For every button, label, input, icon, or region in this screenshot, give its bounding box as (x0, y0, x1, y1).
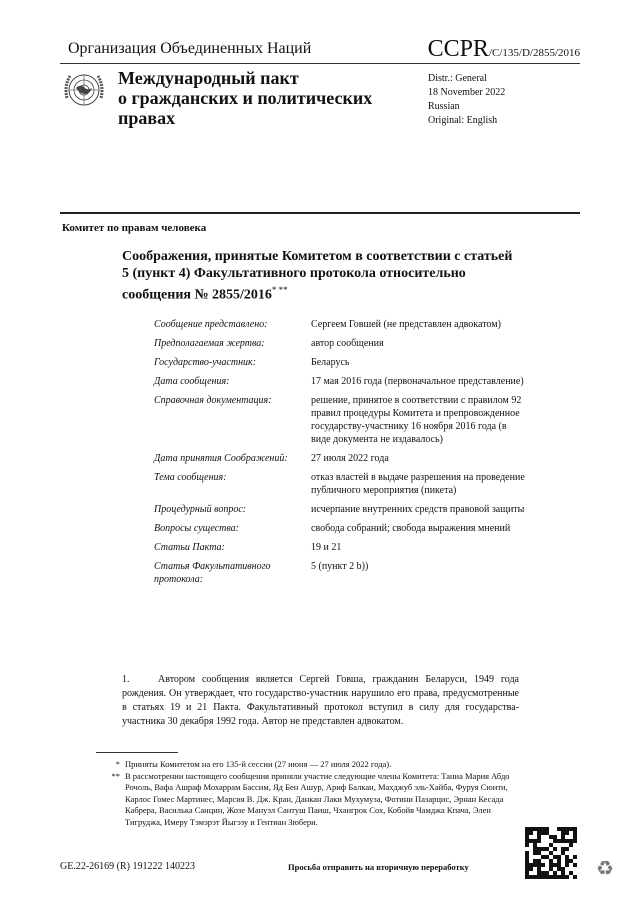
metadata-row (154, 375, 534, 388)
metadata-label: Тема сообщения: (154, 472, 227, 483)
paragraph-1 (122, 673, 519, 729)
metadata-value: 5 (пункт 2 b)) (311, 561, 369, 572)
metadata-label: Государство-участник: (154, 357, 257, 368)
metadata-value: 17 мая 2016 года (первоначальное представление) (311, 376, 524, 387)
section-heading (122, 248, 522, 304)
distr-date: 18 November 2022 (428, 87, 506, 98)
title-line: правах (118, 108, 176, 128)
footnote (100, 771, 520, 829)
metadata-label: Статьи Пакта: (154, 542, 225, 553)
distr-line: Distr.: General (428, 73, 487, 84)
distr-original: Original: English (428, 115, 498, 126)
footnotes (100, 759, 520, 828)
footnote (100, 759, 520, 771)
metadata-label: Предполагаемая жертва: (154, 338, 265, 349)
paragraph-text: Автором сообщения является Сергей Говша, гражданин Беларуси, 1949 года рождения. Он утверждает, что государство-участник нарушило его права, предусмотренные в статьях 19 и 21 Пакта. Факультативный протокол вступил в силу для государства-участника 30 декабря 1992 года. Автор не представлен адвокатом. (122, 674, 519, 727)
case-metadata-table (154, 318, 534, 592)
qr-code-icon (525, 827, 577, 879)
metadata-label: Дата принятия Соображений: (154, 453, 288, 464)
footnote-text: В рассмотрении настоящего сообщения приняли участие следующие члены Комитета: Таниа Мария Абдо Рочоль, Вафа Ашраф Мохаррам Бассим, Яд Бен Ашур, Ариф Балкан, Махджуб эль-Хайба, Фуруя Сюити, Карлос Гомес Мартинес, Марсия В. Дж. Кран, Данкан Лаки Мухумуза, Фотини Пазарцис, Эрнан Кесада Кабрера, Василька Санцин, Жозе Мануэл Сантуш Паиш, Чхангрок Сох, Кобойя Чамджа Кпача, Элен Тигруджа, Имеру Тэмэрэт Йыгэзу и Гентиан Зюбери. (125, 770, 510, 827)
footnote-text: Приняты Комитетом на его 135-й сессии (27 июня — 27 июля 2022 года). (125, 759, 392, 769)
un-emblem-icon (62, 68, 106, 112)
metadata-row (154, 522, 534, 535)
thick-rule (60, 212, 580, 214)
footnote-mark: ** (111, 770, 120, 781)
metadata-row (154, 471, 534, 497)
metadata-label: Вопросы существа: (154, 523, 239, 534)
metadata-value: свобода собраний; свобода выражения мнений (311, 523, 511, 534)
metadata-value: 19 и 21 (311, 542, 342, 553)
organization-name: Организация Объединенных Наций (68, 40, 312, 57)
metadata-label: Статья Факультативного протокола: (154, 561, 271, 585)
metadata-value: исчерпание внутренних средств правовой защиты (311, 504, 525, 515)
document-symbol (428, 36, 580, 63)
metadata-value: Беларусь (311, 357, 350, 368)
metadata-row (154, 318, 534, 331)
metadata-row (154, 541, 534, 554)
metadata-label: Справочная документация: (154, 395, 272, 406)
title-line: о гражданских и политических (118, 88, 373, 108)
metadata-value: отказ властей в выдаче разрешения на проведение публичного мероприятия (пикета) (311, 472, 525, 496)
title-line: Международный пакт (118, 68, 299, 88)
metadata-value: автор сообщения (311, 338, 384, 349)
document-title (118, 68, 372, 128)
distr-language: Russian (428, 101, 460, 112)
metadata-row (154, 452, 534, 465)
metadata-label: Процедурный вопрос: (154, 504, 247, 515)
metadata-row (154, 503, 534, 516)
metadata-row (154, 394, 534, 446)
metadata-value: решение, принятое в соответствии с правилом 92 правил процедуры Комитета и препровожденное государству-участнику 16 ноября 2016 года (в виде документа не издавалось) (311, 395, 522, 445)
footnote-mark: * (115, 759, 120, 769)
metadata-value: Сергеем Говшей (не представлен адвокатом) (311, 319, 501, 330)
recycle-icon: ♻ (596, 858, 614, 880)
metadata-row (154, 560, 534, 586)
symbol-main: CCPR (427, 36, 489, 62)
footnote-rule (96, 752, 178, 753)
metadata-label: Дата сообщения: (154, 376, 230, 387)
committee-name: Комитет по правам человека (62, 222, 207, 234)
metadata-label: Сообщение представлено: (154, 319, 268, 330)
symbol-rest: /C/135/D/2855/2016 (488, 47, 580, 59)
metadata-value: 27 июля 2022 года (311, 453, 389, 464)
metadata-row (154, 356, 534, 369)
heading-text: Соображения, принятые Комитетом в соответствии с статьей 5 (пункт 4) Факультативного протокола относительно сообщения № 2855/2016 (122, 249, 513, 303)
header-rule (60, 63, 580, 64)
footnote-marks[interactable]: * ** (271, 285, 288, 295)
job-number: GE.22-26169 (R) 191222 140223 (60, 861, 195, 872)
distribution-info (428, 72, 505, 128)
recycle-notice: Просьба отправить на вторичную переработку (288, 862, 469, 872)
metadata-row (154, 337, 534, 350)
paragraph-number: 1. (122, 674, 130, 685)
